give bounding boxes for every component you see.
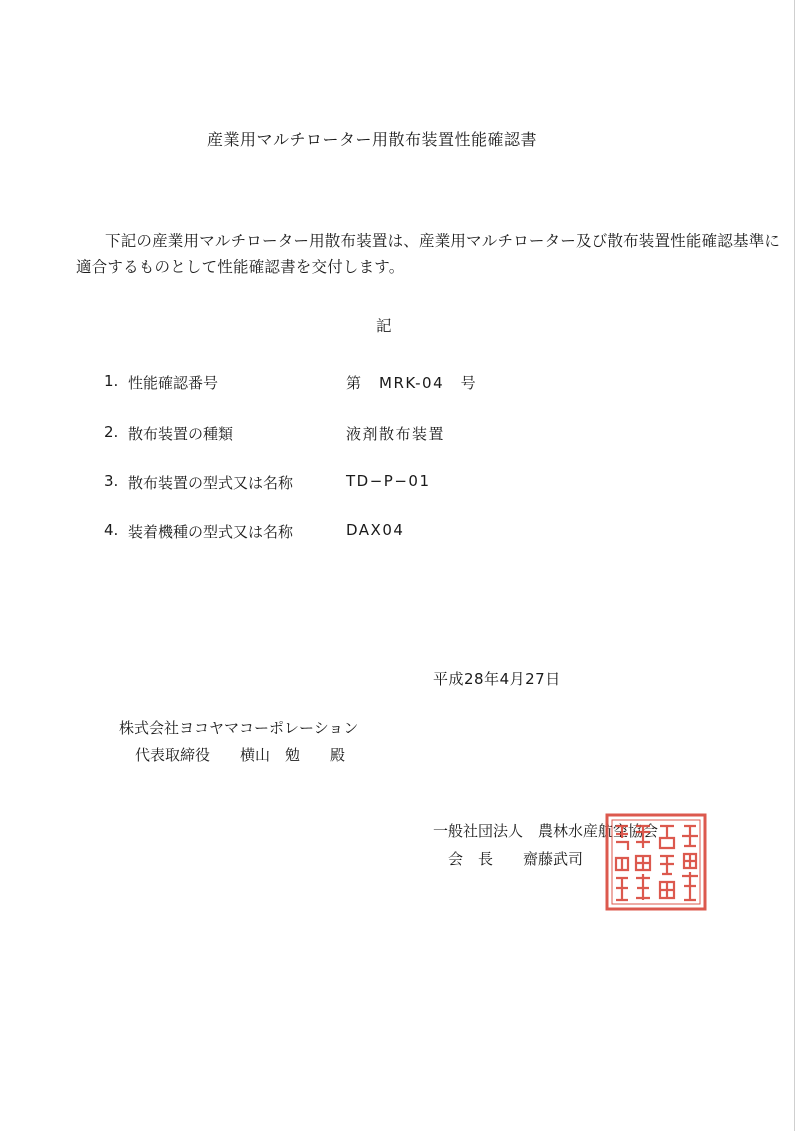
recipient-company: 株式会社ヨコヤマコーポレーション (119, 719, 359, 737)
item-row-3 (0, 472, 800, 496)
item-number: 4. (104, 521, 119, 539)
issuer-chairman: 会 長 齋藤武司 (448, 850, 584, 868)
item-number: 3. (104, 472, 119, 490)
item-label: 装着機種の型式又は名称 (128, 523, 294, 541)
recipient-representative: 代表取締役 横山 勉 殿 (135, 746, 346, 764)
item-row-1 (0, 372, 800, 396)
scan-edge-line (794, 0, 795, 1131)
item-row-4 (0, 521, 800, 545)
body-text-line-2: 適合するものとして性能確認書を交付します。 (76, 258, 405, 276)
item-label: 散布装置の型式又は名称 (128, 474, 294, 492)
item-number: 1. (104, 372, 119, 390)
issue-date: 平成28年4月27日 (433, 670, 561, 688)
item-number: 2. (104, 423, 119, 441)
item-label: 性能確認番号 (128, 374, 219, 392)
item-value: TD−P−01 (346, 472, 431, 490)
ki-heading: 記 (376, 317, 392, 335)
item-label: 散布装置の種類 (128, 425, 234, 443)
item-value: DAX04 (346, 521, 405, 539)
item-value: 液剤散布装置 (346, 425, 446, 443)
official-seal-stamp (604, 812, 708, 912)
document-title: 産業用マルチローター用散布装置性能確認書 (207, 130, 538, 149)
seal-glyph-strokes (616, 826, 698, 900)
issuer-organization: 一般社団法人 農林水産航空協会 (433, 822, 659, 840)
item-row-2 (0, 423, 800, 447)
body-text-line-1: 下記の産業用マルチローター用散布装置は、産業用マルチローター及び散布装置性能確認基準に (105, 232, 781, 250)
item-value: 第 MRK-04 号 (346, 374, 478, 392)
